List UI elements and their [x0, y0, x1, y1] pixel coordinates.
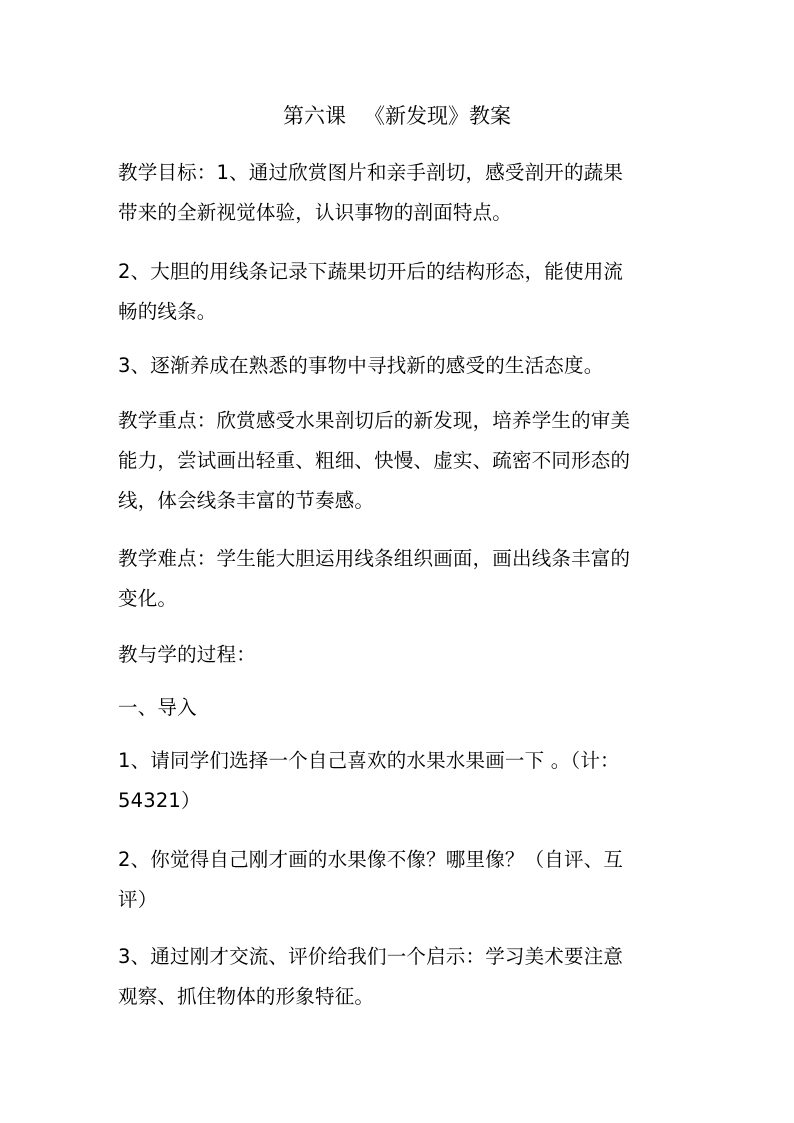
paragraph-line: 评）: [118, 888, 158, 911]
paragraph-step-3: [118, 937, 678, 1017]
paragraph-line: 能力，尝试画出轻重、粗细、快慢、虚实、疏密不同形态的: [118, 449, 631, 472]
paragraph-line: 1、请同学们选择一个自己喜欢的水果水果画一下 。（计：: [118, 749, 620, 772]
paragraph-step-1: [118, 741, 678, 821]
paragraph-line: 教学目标：1、通过欣赏图片和亲手剖切，感受剖开的蔬果: [118, 161, 624, 184]
paragraph-line: 教学重点：欣赏感受水果剖切后的新发现，培养学生的审美: [118, 409, 631, 432]
paragraph-line: 一、导入: [118, 696, 197, 719]
paragraph-line: 带来的全新视觉体验，认识事物的剖面特点。: [118, 201, 513, 224]
paragraph-line: 54321）: [118, 789, 201, 812]
section-heading-intro: [118, 688, 678, 728]
paragraph-line: 3、通过刚才交流、评价给我们一个启示：学习美术要注意: [118, 945, 624, 968]
paragraph-step-2: [118, 840, 678, 920]
paragraph-process-heading: [118, 635, 678, 675]
paragraph-line: 观察、抓住物体的形象特征。: [118, 985, 375, 1008]
paragraph-line: 2、大胆的用线条记录下蔬果切开后的结构形态，能使用流: [118, 260, 624, 283]
lesson-name: 《新发现》教案: [364, 104, 511, 128]
lesson-number: 第六课: [283, 104, 346, 128]
paragraph-key-points: [118, 401, 678, 521]
paragraph-objective-1: [118, 153, 678, 233]
paragraph-objective-2: [118, 252, 678, 332]
paragraph-objective-3: [118, 346, 678, 386]
paragraph-line: 线，体会线条丰富的节奏感。: [118, 489, 375, 512]
paragraph-difficulties: [118, 539, 678, 619]
paragraph-line: 变化。: [118, 587, 178, 610]
paragraph-line: 教与学的过程：: [118, 643, 256, 666]
paragraph-line: 3、逐渐养成在熟悉的事物中寻找新的感受的生活态度。: [118, 354, 604, 377]
paragraph-line: 2、你觉得自己刚才画的水果像不像？哪里像？（自评、互: [118, 848, 624, 871]
paragraph-line: 教学难点：学生能大胆运用线条组织画面，画出线条丰富的: [118, 547, 631, 570]
page-title: [0, 100, 794, 132]
paragraph-line: 畅的线条。: [118, 300, 217, 323]
